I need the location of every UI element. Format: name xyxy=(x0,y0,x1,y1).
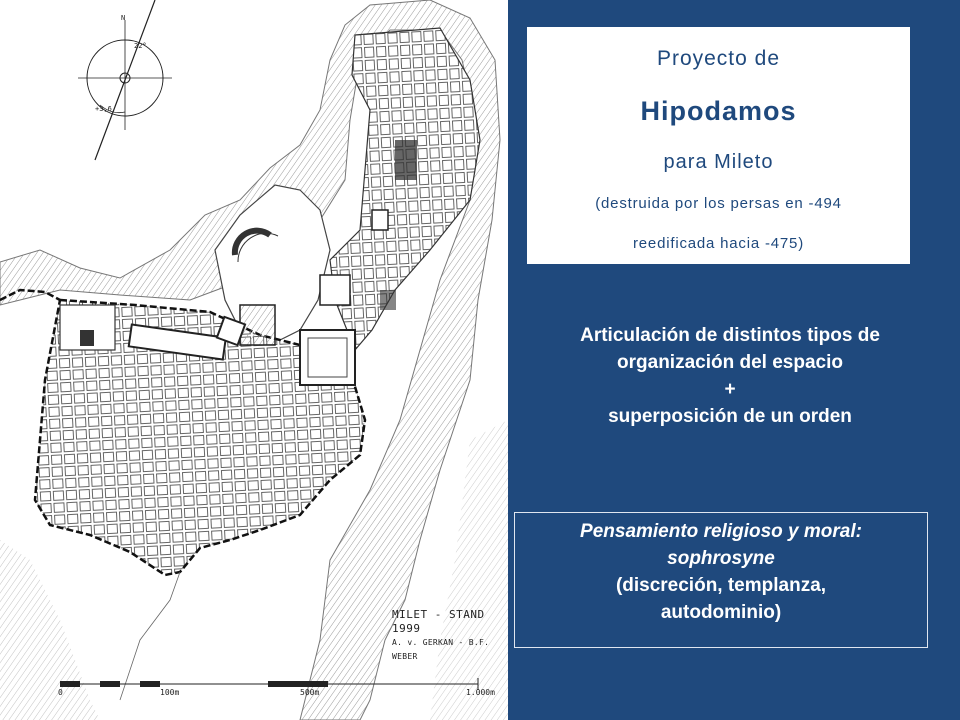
statement-line-4: superposición de un orden xyxy=(608,406,852,427)
compass-angle-label: 22° xyxy=(134,42,147,50)
title-line-3: para Mileto xyxy=(663,151,774,173)
statement-line-1: Articulación de distintos tipos de xyxy=(580,325,880,346)
statement-line-2: organización del espacio xyxy=(617,352,843,373)
main-statement xyxy=(515,322,945,430)
thought-line-1: Pensamiento religioso y moral: xyxy=(580,521,862,542)
title-note-2: reedificada hacia -475) xyxy=(633,235,804,252)
scale-label-100m: 100m xyxy=(160,688,180,697)
title-card xyxy=(527,27,910,264)
scale-label-0: 0 xyxy=(58,688,63,697)
thought-line-2: sophrosyne xyxy=(667,548,775,569)
title-note-1: (destruida por los persas en -494 xyxy=(595,195,842,212)
scale-label-500m: 500m xyxy=(300,688,320,697)
map-caption xyxy=(392,608,508,664)
statement-plus: + xyxy=(724,379,736,400)
thought-box xyxy=(514,512,928,648)
compass-declination-label: +3,6 xyxy=(95,105,112,113)
thought-line-3: (discreción, templanza, xyxy=(615,575,827,596)
map-caption-title: MILET - STAND 1999 xyxy=(392,608,485,635)
compass-rose-icon xyxy=(78,20,172,130)
scale-label-1000m: 1.000m xyxy=(466,688,495,697)
title-main: Hipodamos xyxy=(640,96,797,126)
thought-line-4: autodominio) xyxy=(660,602,782,623)
title-line-1: Proyecto de xyxy=(656,47,781,70)
scale-bar xyxy=(60,678,478,690)
map-caption-authors: A. v. GERKAN - B.F. WEBER xyxy=(392,638,490,661)
compass-n-label: N xyxy=(121,14,126,22)
